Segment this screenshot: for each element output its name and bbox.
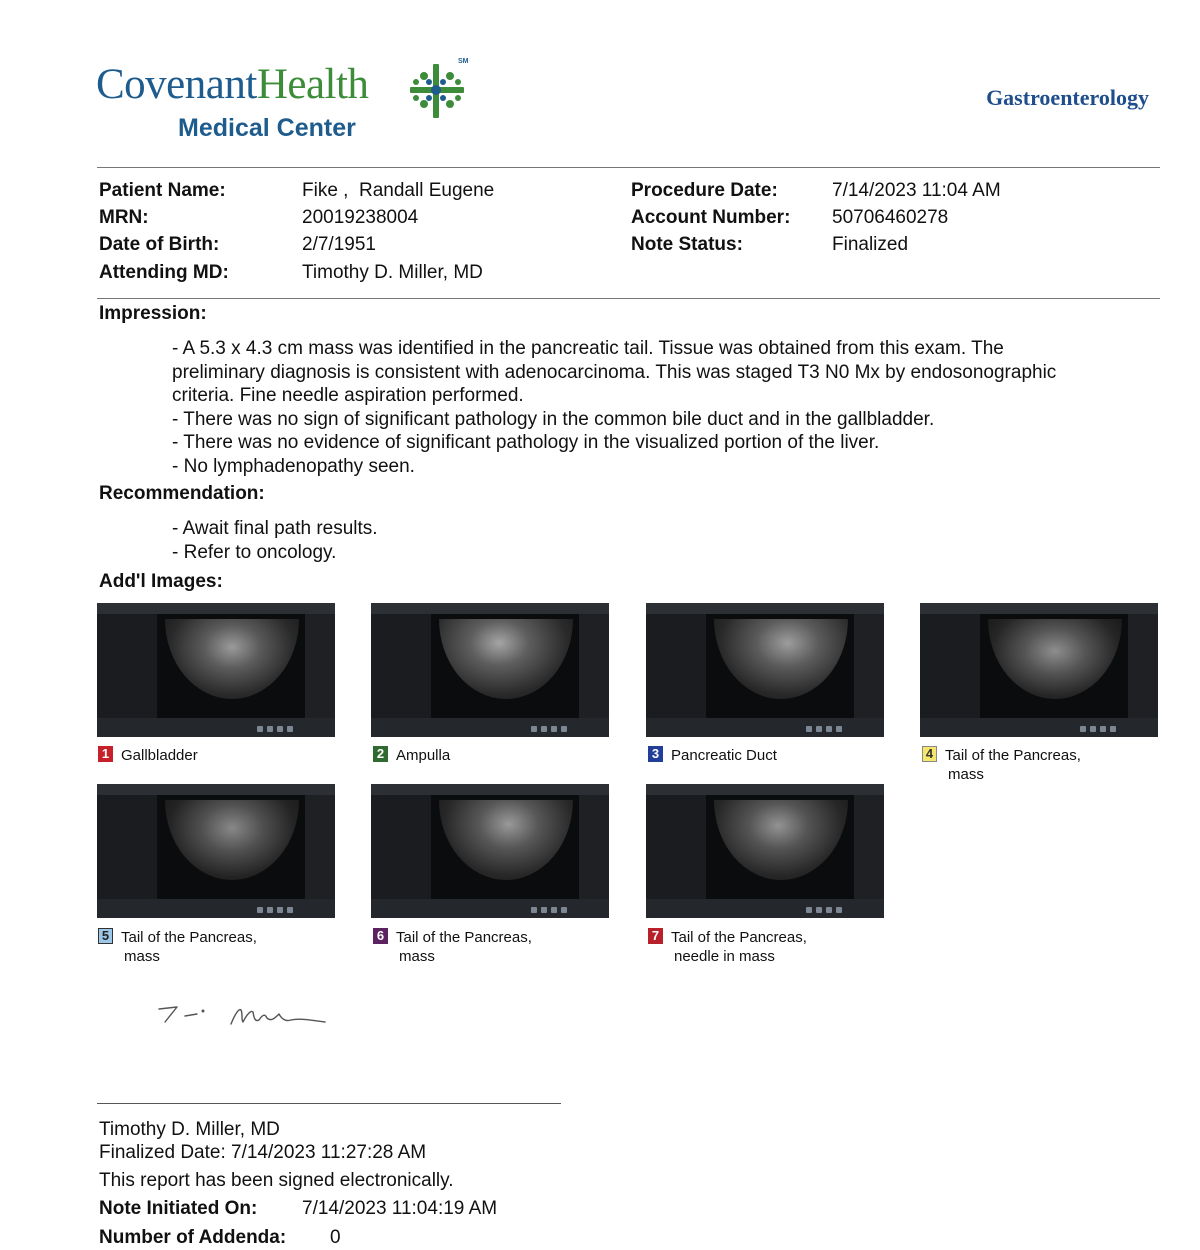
image-caption: [373, 746, 450, 765]
image-caption-text: Tail of the Pancreas,: [671, 929, 807, 946]
image-caption: [648, 928, 807, 966]
impression-line: - No lymphadenopathy seen.: [172, 455, 415, 477]
recommendation-line: - Refer to oncology.: [172, 541, 337, 563]
attending-value: Timothy D. Miller, MD: [302, 262, 483, 283]
impression-text: [172, 337, 1056, 478]
image-number-badge: 6: [373, 928, 388, 944]
patient-name-label: Patient Name:: [99, 180, 226, 201]
image-caption: [922, 746, 1081, 784]
impression-line: criteria. Fine needle aspiration performed.: [172, 385, 524, 406]
recommendation-heading: Recommendation:: [99, 483, 265, 504]
image-caption-text: Tail of the Pancreas,: [945, 747, 1081, 764]
image-caption-text: Ampulla: [396, 747, 451, 764]
image-number-badge: 3: [648, 746, 663, 762]
account-number-value: 50706460278: [832, 207, 949, 228]
signature-line: [97, 1103, 561, 1104]
addenda-label: Number of Addenda:: [99, 1227, 287, 1248]
procedure-date-value: 7/14/2023 11:04 AM: [832, 180, 1001, 201]
ultrasound-image[interactable]: [920, 603, 1158, 737]
finalized-date: Finalized Date: 7/14/2023 11:27:28 AM: [99, 1142, 427, 1163]
dob-value: 2/7/1951: [302, 234, 376, 255]
dob-label: Date of Birth:: [99, 234, 220, 255]
note-status-value: Finalized: [832, 234, 909, 255]
electronic-signature-note: This report has been signed electronically.: [99, 1170, 454, 1191]
department-title: Gastroenterology: [986, 85, 1149, 110]
recommendation-line: - Await final path results.: [172, 518, 378, 539]
ultrasound-image[interactable]: [97, 784, 335, 918]
info-divider: [97, 298, 1160, 299]
logo-subtitle: Medical Center: [178, 114, 356, 142]
note-initiated-label: Note Initiated On:: [99, 1198, 258, 1219]
mrn-value: 20019238004: [302, 207, 419, 228]
image-caption-text: mass: [948, 766, 984, 783]
image-caption-text: Tail of the Pancreas,: [121, 929, 257, 946]
hospital-logo: [96, 56, 486, 151]
image-number-badge: 7: [648, 928, 663, 944]
account-number-label: Account Number:: [631, 207, 791, 228]
attending-label: Attending MD:: [99, 262, 229, 283]
image-number-badge: 1: [98, 746, 113, 762]
ultrasound-image[interactable]: [371, 784, 609, 918]
image-caption-text: mass: [124, 948, 160, 965]
impression-line: preliminary diagnosis is consistent with adenocarcinoma. This was staged T3 N0 Mx by endosonographic: [172, 361, 1057, 383]
image-caption: [648, 746, 777, 765]
image-number-badge: 2: [373, 746, 388, 762]
impression-line: - A 5.3 x 4.3 cm mass was identified in the pancreatic tail. Tissue was obtained from this exam. The: [172, 338, 1004, 359]
header-divider: [97, 167, 1160, 168]
logo-service-mark: SM: [458, 58, 469, 65]
ultrasound-image[interactable]: [97, 603, 335, 737]
impression-heading: Impression:: [99, 303, 207, 324]
logo-health: Health: [256, 61, 369, 108]
note-initiated-value: 7/14/2023 11:04:19 AM: [302, 1198, 498, 1219]
logo-wordmark: [96, 60, 368, 109]
ultrasound-image[interactable]: [371, 603, 609, 737]
image-caption: [98, 928, 257, 966]
image-number-badge: 4: [922, 746, 937, 762]
addenda-value: 0: [330, 1227, 341, 1248]
impression-line: - There was no evidence of significant pathology in the visualized portion of the liver.: [172, 432, 880, 453]
image-caption: [373, 928, 532, 966]
note-status-label: Note Status:: [631, 234, 743, 255]
image-caption-text: needle in mass: [674, 948, 775, 965]
handwritten-signature: [155, 1000, 335, 1035]
image-caption-text: mass: [399, 948, 435, 965]
note-initiated: [99, 1197, 257, 1220]
image-caption-text: Tail of the Pancreas,: [396, 929, 532, 946]
impression-line: - There was no sign of significant pathology in the common bile duct and in the gallbladder.: [172, 408, 935, 430]
addenda-count: [99, 1226, 286, 1249]
images-heading: Add'l Images:: [99, 571, 223, 592]
image-caption-text: Pancreatic Duct: [671, 747, 777, 764]
patient-name-value: Fike , Randall Eugene: [302, 180, 495, 201]
procedure-date-label: Procedure Date:: [631, 180, 778, 201]
image-number-badge: 5: [98, 928, 113, 944]
image-caption-text: Gallbladder: [121, 747, 198, 764]
recommendation-text: [172, 517, 378, 564]
mrn-label: MRN:: [99, 207, 149, 228]
ultrasound-image[interactable]: [646, 603, 884, 737]
logo-emblem-icon: [402, 62, 472, 120]
signer-name: Timothy D. Miller, MD: [99, 1119, 280, 1140]
ultrasound-image[interactable]: [646, 784, 884, 918]
logo-covenant: Covenant: [96, 61, 257, 108]
image-caption: [98, 746, 198, 765]
